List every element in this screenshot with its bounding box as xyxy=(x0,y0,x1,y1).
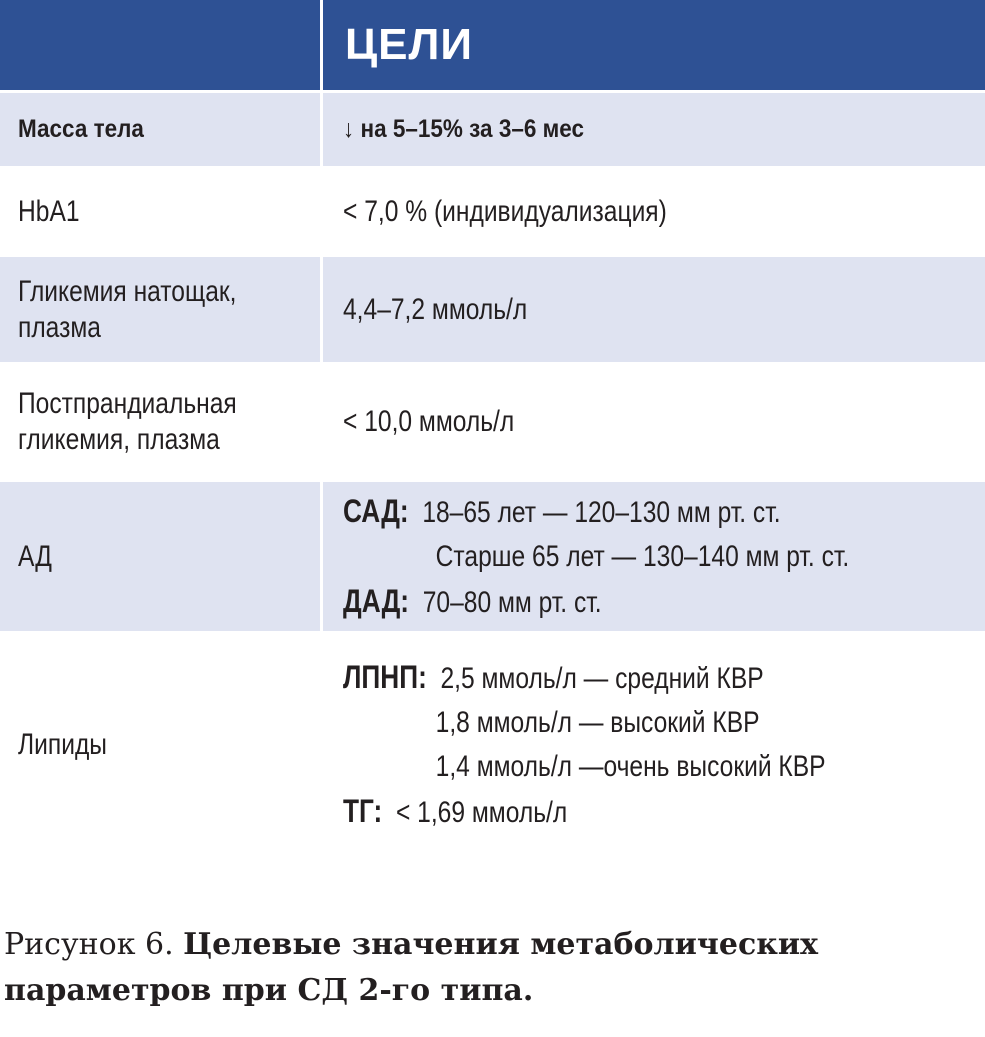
sad-value-2: Старше 65 лет — 130–140 мм рт. ст. xyxy=(435,539,850,573)
row-label xyxy=(0,169,320,254)
table-row xyxy=(0,365,985,482)
sad-line xyxy=(343,489,781,535)
row-label-line: Гликемия натощак, xyxy=(18,274,237,308)
row-value xyxy=(320,365,985,479)
table-row xyxy=(0,169,985,257)
sad-key: САД: xyxy=(343,492,409,529)
row-label-text: АД xyxy=(18,539,52,573)
ldl-value-2: 1,8 ммоль/л — высокий КВР xyxy=(435,705,760,739)
header-empty-cell xyxy=(0,0,320,90)
row-label xyxy=(0,482,320,631)
row-label-text: Липиды xyxy=(18,727,107,761)
row-label-line: гликемия, плазма xyxy=(18,423,220,456)
row-value xyxy=(320,257,985,362)
ldl-line-2 xyxy=(343,701,760,745)
table-row xyxy=(0,482,985,634)
row-value-text: < 7,0 % (индивидуализация) xyxy=(343,194,667,228)
sad-line-2 xyxy=(343,535,849,579)
row-label xyxy=(0,365,320,479)
dad-key: ДАД: xyxy=(343,582,410,619)
caption-text: Целевые значения метаболических параметров при СД 2-го типа. xyxy=(4,927,819,1008)
row-label-line: плазма xyxy=(18,310,101,344)
row-label xyxy=(0,93,320,166)
dad-value: 70–80 мм рт. ст. xyxy=(422,585,602,619)
dad-line xyxy=(343,579,602,625)
row-label-text: Масса тела xyxy=(18,115,144,143)
row-value xyxy=(320,93,985,166)
row-label xyxy=(0,634,320,855)
tg-key: ТГ: xyxy=(343,792,383,829)
caption-prefix: Рисунок 6. xyxy=(4,927,174,962)
table-row xyxy=(0,634,985,858)
ldl-key: ЛПНП: xyxy=(343,658,427,695)
figure-caption xyxy=(4,922,979,1014)
ldl-value-1: 2,5 ммоль/л — средний КВР xyxy=(440,661,764,695)
row-label-line: Постпрандиальная xyxy=(18,387,237,420)
header-title: ЦЕЛИ xyxy=(320,0,985,90)
ldl-value-3: 1,4 ммоль/л —очень высокий КВР xyxy=(435,749,826,783)
sad-value-1: 18–65 лет — 120–130 мм рт. ст. xyxy=(422,495,781,529)
row-value-text: 4,4–7,2 ммоль/л xyxy=(343,292,528,326)
tg-line xyxy=(343,789,567,835)
row-value xyxy=(320,169,985,254)
ldl-line-3 xyxy=(343,745,826,789)
row-value-text: ↓ на 5–15% за 3–6 мес xyxy=(343,115,584,143)
row-label xyxy=(0,257,320,362)
row-value xyxy=(320,482,985,631)
table-row xyxy=(0,257,985,365)
ldl-line xyxy=(343,655,764,701)
row-value xyxy=(320,634,985,855)
row-value-text: < 10,0 ммоль/л xyxy=(343,405,515,438)
row-label-text: HbA1 xyxy=(18,194,80,228)
tg-value: < 1,69 ммоль/л xyxy=(395,795,568,829)
table-row xyxy=(0,93,985,169)
table-header xyxy=(0,0,985,93)
